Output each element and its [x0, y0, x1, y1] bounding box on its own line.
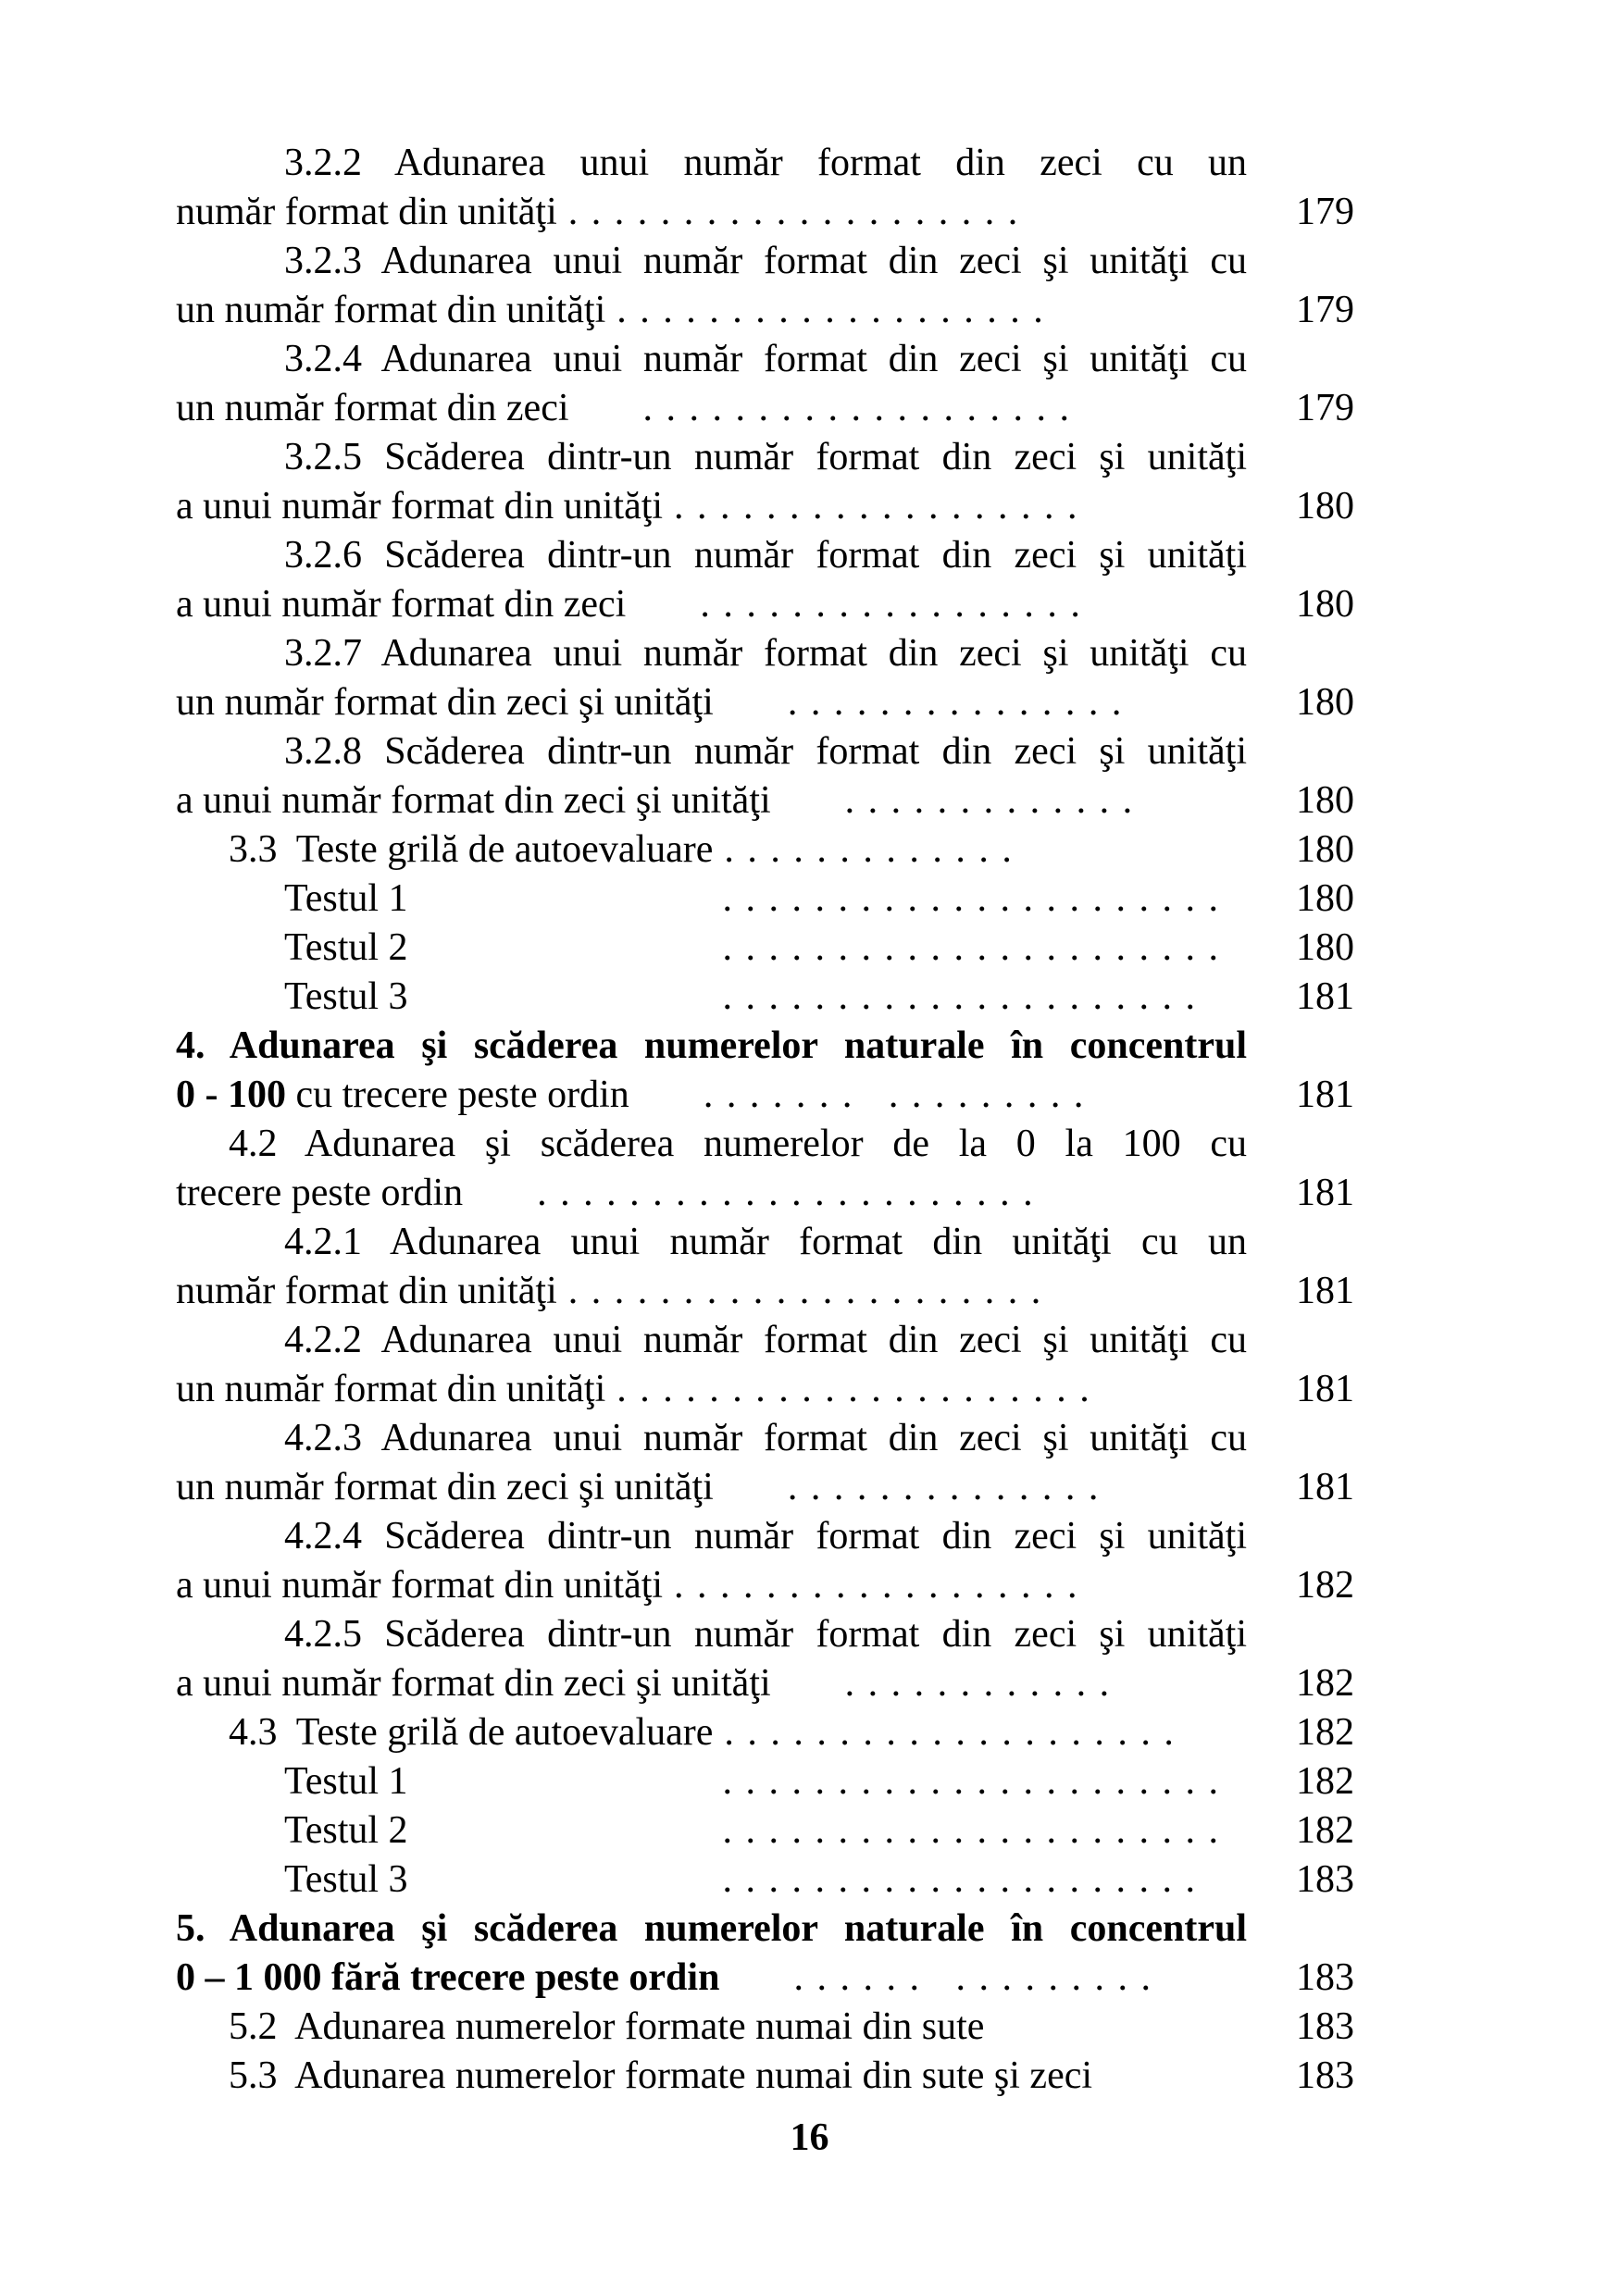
dot-leader: . . . . . . . . . . . . . . . . . . .: [642, 387, 1072, 429]
toc-entry-text: număr format din unităţi: [176, 1270, 557, 1312]
toc-entry-text: Testul 1: [284, 1760, 408, 1803]
toc-entry-leader-line: [176, 1659, 1354, 1708]
dot-leader: . . . . . . . . . . . . . . . . .: [700, 583, 1082, 626]
toc-entry-bold-text: 0 – 1 000 fără trecere peste ordin: [176, 1956, 720, 1999]
toc-entry-text: a unui număr format din zeci şi unităţi: [176, 1662, 771, 1705]
dot-leader: . . . . . . . . . . . . . . . . . . . . .: [722, 1858, 1198, 1901]
toc-page-reference: 183: [1296, 2054, 1354, 2097]
toc-entry-text: Testul 1: [284, 877, 408, 920]
toc-page-reference: 180: [1296, 828, 1354, 871]
dot-leader: . . . . . . . . . . . . . . .: [793, 1956, 1152, 1999]
toc-entry-text: a unui număr format din zeci: [176, 583, 627, 626]
toc-entry-text: un număr format din unităţi: [176, 289, 606, 331]
toc-entry-title-line: [176, 629, 1247, 678]
toc-entry-leader-line: [176, 384, 1354, 433]
toc-entry-leader-line: [176, 1267, 1354, 1316]
toc-page-reference: 181: [1296, 1172, 1354, 1214]
toc-entry-text: a unui număr format din unităţi: [176, 1564, 664, 1607]
toc-entry-leader-line: [176, 286, 1354, 335]
toc-entry-title-line: [176, 1905, 1247, 1954]
toc-entry-title-line: [176, 433, 1247, 482]
dot-leader: . . . . . . . . . . . . . . . . . . . . . .: [722, 926, 1221, 969]
toc-page-reference: 181: [1296, 1270, 1354, 1312]
toc-entry-title-line: [176, 1120, 1247, 1169]
toc-entry-text: un număr format din zeci şi unităţi: [176, 681, 714, 724]
toc-entry-text: 4.3 Teste grilă de autoevaluare: [229, 1711, 714, 1754]
toc-page-reference: 181: [1296, 975, 1354, 1018]
toc-entry-leader-line: [176, 776, 1354, 825]
dot-leader: . . . . . . . . . . . . . . .: [787, 681, 1124, 724]
toc-entry-leader-line: [176, 924, 1354, 973]
dot-leader: . . . . . . . . . . . . . . . . . . . . . .: [722, 1760, 1221, 1803]
toc-page-reference: 180: [1296, 681, 1354, 724]
dot-leader: . . . . . . . . . . . . . . . .: [703, 1074, 1086, 1116]
toc-entry-bold-text: 5. Adunarea şi scăderea numerelor naturale în concentrul: [176, 1907, 1247, 1950]
toc-page-reference: 180: [1296, 485, 1354, 527]
toc-page-reference: 181: [1296, 1466, 1354, 1508]
toc-entry-text: un număr format din zeci şi unităţi: [176, 1466, 714, 1508]
toc-entry-leader-line: [176, 1806, 1354, 1855]
dot-leader: . . . . . . . . . . . . . . . . . . . . . .: [722, 877, 1221, 920]
toc-entry-title-line: [176, 727, 1247, 776]
toc-entry-text: Testul 2: [284, 1809, 408, 1852]
toc-entry-text: Testul 2: [284, 926, 408, 969]
dot-leader: . . . . . . . . . . . . . . . . . .: [674, 485, 1079, 527]
toc-entry-text: 3.2.5 Scăderea dintr-un număr format din zeci şi unităţi: [284, 436, 1247, 478]
toc-entry-text: 3.2.6 Scăderea dintr-un număr format din zeci şi unităţi: [284, 534, 1247, 577]
toc-entry-title-line: [176, 1022, 1247, 1071]
toc-entry-title-line: [176, 139, 1247, 188]
toc-entry-text: a unui număr format din unităţi: [176, 485, 664, 527]
dot-leader: . . . . . . . . . . . . . . . . . . . .: [724, 1711, 1176, 1754]
toc-entry-text: 4.2 Adunarea şi scăderea numerelor de la 0 la 100 cu: [229, 1123, 1247, 1165]
toc-entry-leader-line: [176, 973, 1354, 1022]
toc-entry-text: 3.2.7 Adunarea unui număr format din zeci şi unităţi cu: [284, 632, 1247, 675]
toc-entry-title-line: [176, 1512, 1247, 1561]
toc-page-reference: 182: [1296, 1809, 1354, 1852]
toc-entry-text: 4.2.4 Scăderea dintr-un număr format din zeci şi unităţi: [284, 1515, 1247, 1558]
toc-entry-title-line: [176, 1414, 1247, 1463]
toc-page-reference: 181: [1296, 1074, 1354, 1116]
toc-entry-text: 5.3 Adunarea numerelor formate numai din sute şi zeci: [229, 2054, 1093, 2097]
toc-entry-leader-line: [176, 678, 1354, 727]
toc-page-reference: 182: [1296, 1564, 1354, 1607]
toc-entry-leader-line: [176, 1855, 1354, 1905]
toc-page-reference: 179: [1296, 387, 1354, 429]
toc-entry-leader-line: [176, 825, 1354, 875]
toc-entry-title-line: [176, 531, 1247, 580]
toc-entry-leader-line: [176, 1169, 1354, 1218]
toc-entry-leader-line: [176, 2052, 1354, 2101]
toc-entry-text: 3.2.4 Adunarea unui număr format din zeci şi unităţi cu: [284, 338, 1247, 380]
toc-entry-leader-line: [176, 1561, 1354, 1610]
dot-leader: . . . . . . . . . . . . . . . . . . . . .: [616, 1368, 1091, 1410]
dot-leader: . . . . . . . . . . . . . . . . . . . . .: [567, 1270, 1043, 1312]
toc-entry-leader-line: [176, 1463, 1354, 1512]
toc-entry-leader-line: [176, 875, 1354, 924]
toc-entry-text: 4.2.2 Adunarea unui număr format din zeci şi unităţi cu: [284, 1319, 1247, 1361]
toc-entry-text: 3.2.2 Adunarea unui număr format din zeci cu un: [284, 142, 1247, 184]
toc-entry-bold-text: 0 - 100: [176, 1074, 286, 1116]
toc-entry-text: 4.2.1 Adunarea unui număr format din unităţi cu un: [284, 1221, 1247, 1263]
toc-entry-text: 4.2.5 Scăderea dintr-un număr format din zeci şi unităţi: [284, 1613, 1247, 1656]
toc-entry-text: un număr format din unităţi: [176, 1368, 606, 1410]
toc-entry-leader-line: [176, 1365, 1354, 1414]
toc-page-reference: 180: [1296, 779, 1354, 822]
toc-entry-text: cu trecere peste ordin: [286, 1074, 629, 1116]
toc-entry-title-line: [176, 1610, 1247, 1659]
dot-leader: . . . . . . . . . . . . . . . . . . . .: [567, 191, 1020, 233]
toc-page-reference: 182: [1296, 1662, 1354, 1705]
toc-entry-text: Testul 3: [284, 1858, 408, 1901]
toc-entry-text: 3.3 Teste grilă de autoevaluare: [229, 828, 714, 871]
toc-page-reference: 180: [1296, 583, 1354, 626]
toc-entry-bold-text: 4. Adunarea şi scăderea numerelor naturale în concentrul: [176, 1024, 1247, 1067]
toc-entry-leader-line: [176, 1708, 1354, 1757]
toc-entry-title-line: [176, 335, 1247, 384]
toc-entry-text: număr format din unităţi: [176, 191, 557, 233]
dot-leader: . . . . . . . . . . . . . . . . . . . . .: [722, 975, 1198, 1018]
dot-leader: . . . . . . . . . . . . . .: [787, 1466, 1101, 1508]
dot-leader: . . . . . . . . . . . . . . . . . . . . . .: [537, 1172, 1035, 1214]
toc-entry-leader-line: [176, 482, 1354, 531]
toc-page-reference: 180: [1296, 926, 1354, 969]
dot-leader: . . . . . . . . . . . . .: [724, 828, 1014, 871]
toc-page-reference: 183: [1296, 1858, 1354, 1901]
toc-entry-text: a unui număr format din zeci şi unităţi: [176, 779, 771, 822]
page-number-footer: [0, 2114, 1619, 2163]
toc-page-reference: 179: [1296, 289, 1354, 331]
page-number: 16: [790, 2116, 829, 2159]
toc-entry-leader-line: [176, 580, 1354, 629]
toc-entry-text: 4.2.3 Adunarea unui număr format din zeci şi unităţi cu: [284, 1417, 1247, 1459]
toc-entry-leader-line: [176, 2003, 1354, 2052]
toc-entry-leader-line: [176, 188, 1354, 237]
toc-page-reference: 183: [1296, 1956, 1354, 1999]
toc-entry-leader-line: [176, 1954, 1354, 2003]
toc-entry-text: un număr format din zeci: [176, 387, 569, 429]
toc-page-reference: 182: [1296, 1760, 1354, 1803]
toc-entry-title-line: [176, 1316, 1247, 1365]
dot-leader: . . . . . . . . . . . . . . . . . . . . . .: [722, 1809, 1221, 1852]
toc-entry-text: Testul 3: [284, 975, 408, 1018]
toc-entry-title-line: [176, 237, 1247, 286]
toc-page-reference: 179: [1296, 191, 1354, 233]
dot-leader: . . . . . . . . . . . . . . . . . . .: [616, 289, 1045, 331]
toc-page-reference: 181: [1296, 1368, 1354, 1410]
toc-entry-text: trecere peste ordin: [176, 1172, 464, 1214]
toc-page-reference: 183: [1296, 2005, 1354, 2048]
dot-leader: . . . . . . . . . . . .: [844, 1662, 1112, 1705]
toc-entry-text: 5.2 Adunarea numerelor formate numai din sute: [229, 2005, 985, 2048]
toc-page-reference: 182: [1296, 1711, 1354, 1754]
dot-leader: . . . . . . . . . . . . . . . . . .: [674, 1564, 1079, 1607]
toc-entry-leader-line: [176, 1757, 1354, 1806]
toc-entry-leader-line: [176, 1071, 1354, 1120]
toc-page-reference: 180: [1296, 877, 1354, 920]
toc-entry-text: 3.2.8 Scăderea dintr-un număr format din zeci şi unităţi: [284, 730, 1247, 773]
dot-leader: . . . . . . . . . . . . .: [844, 779, 1135, 822]
toc-entry-text: 3.2.3 Adunarea unui număr format din zeci şi unităţi cu: [284, 240, 1247, 282]
toc-entry-title-line: [176, 1218, 1247, 1267]
